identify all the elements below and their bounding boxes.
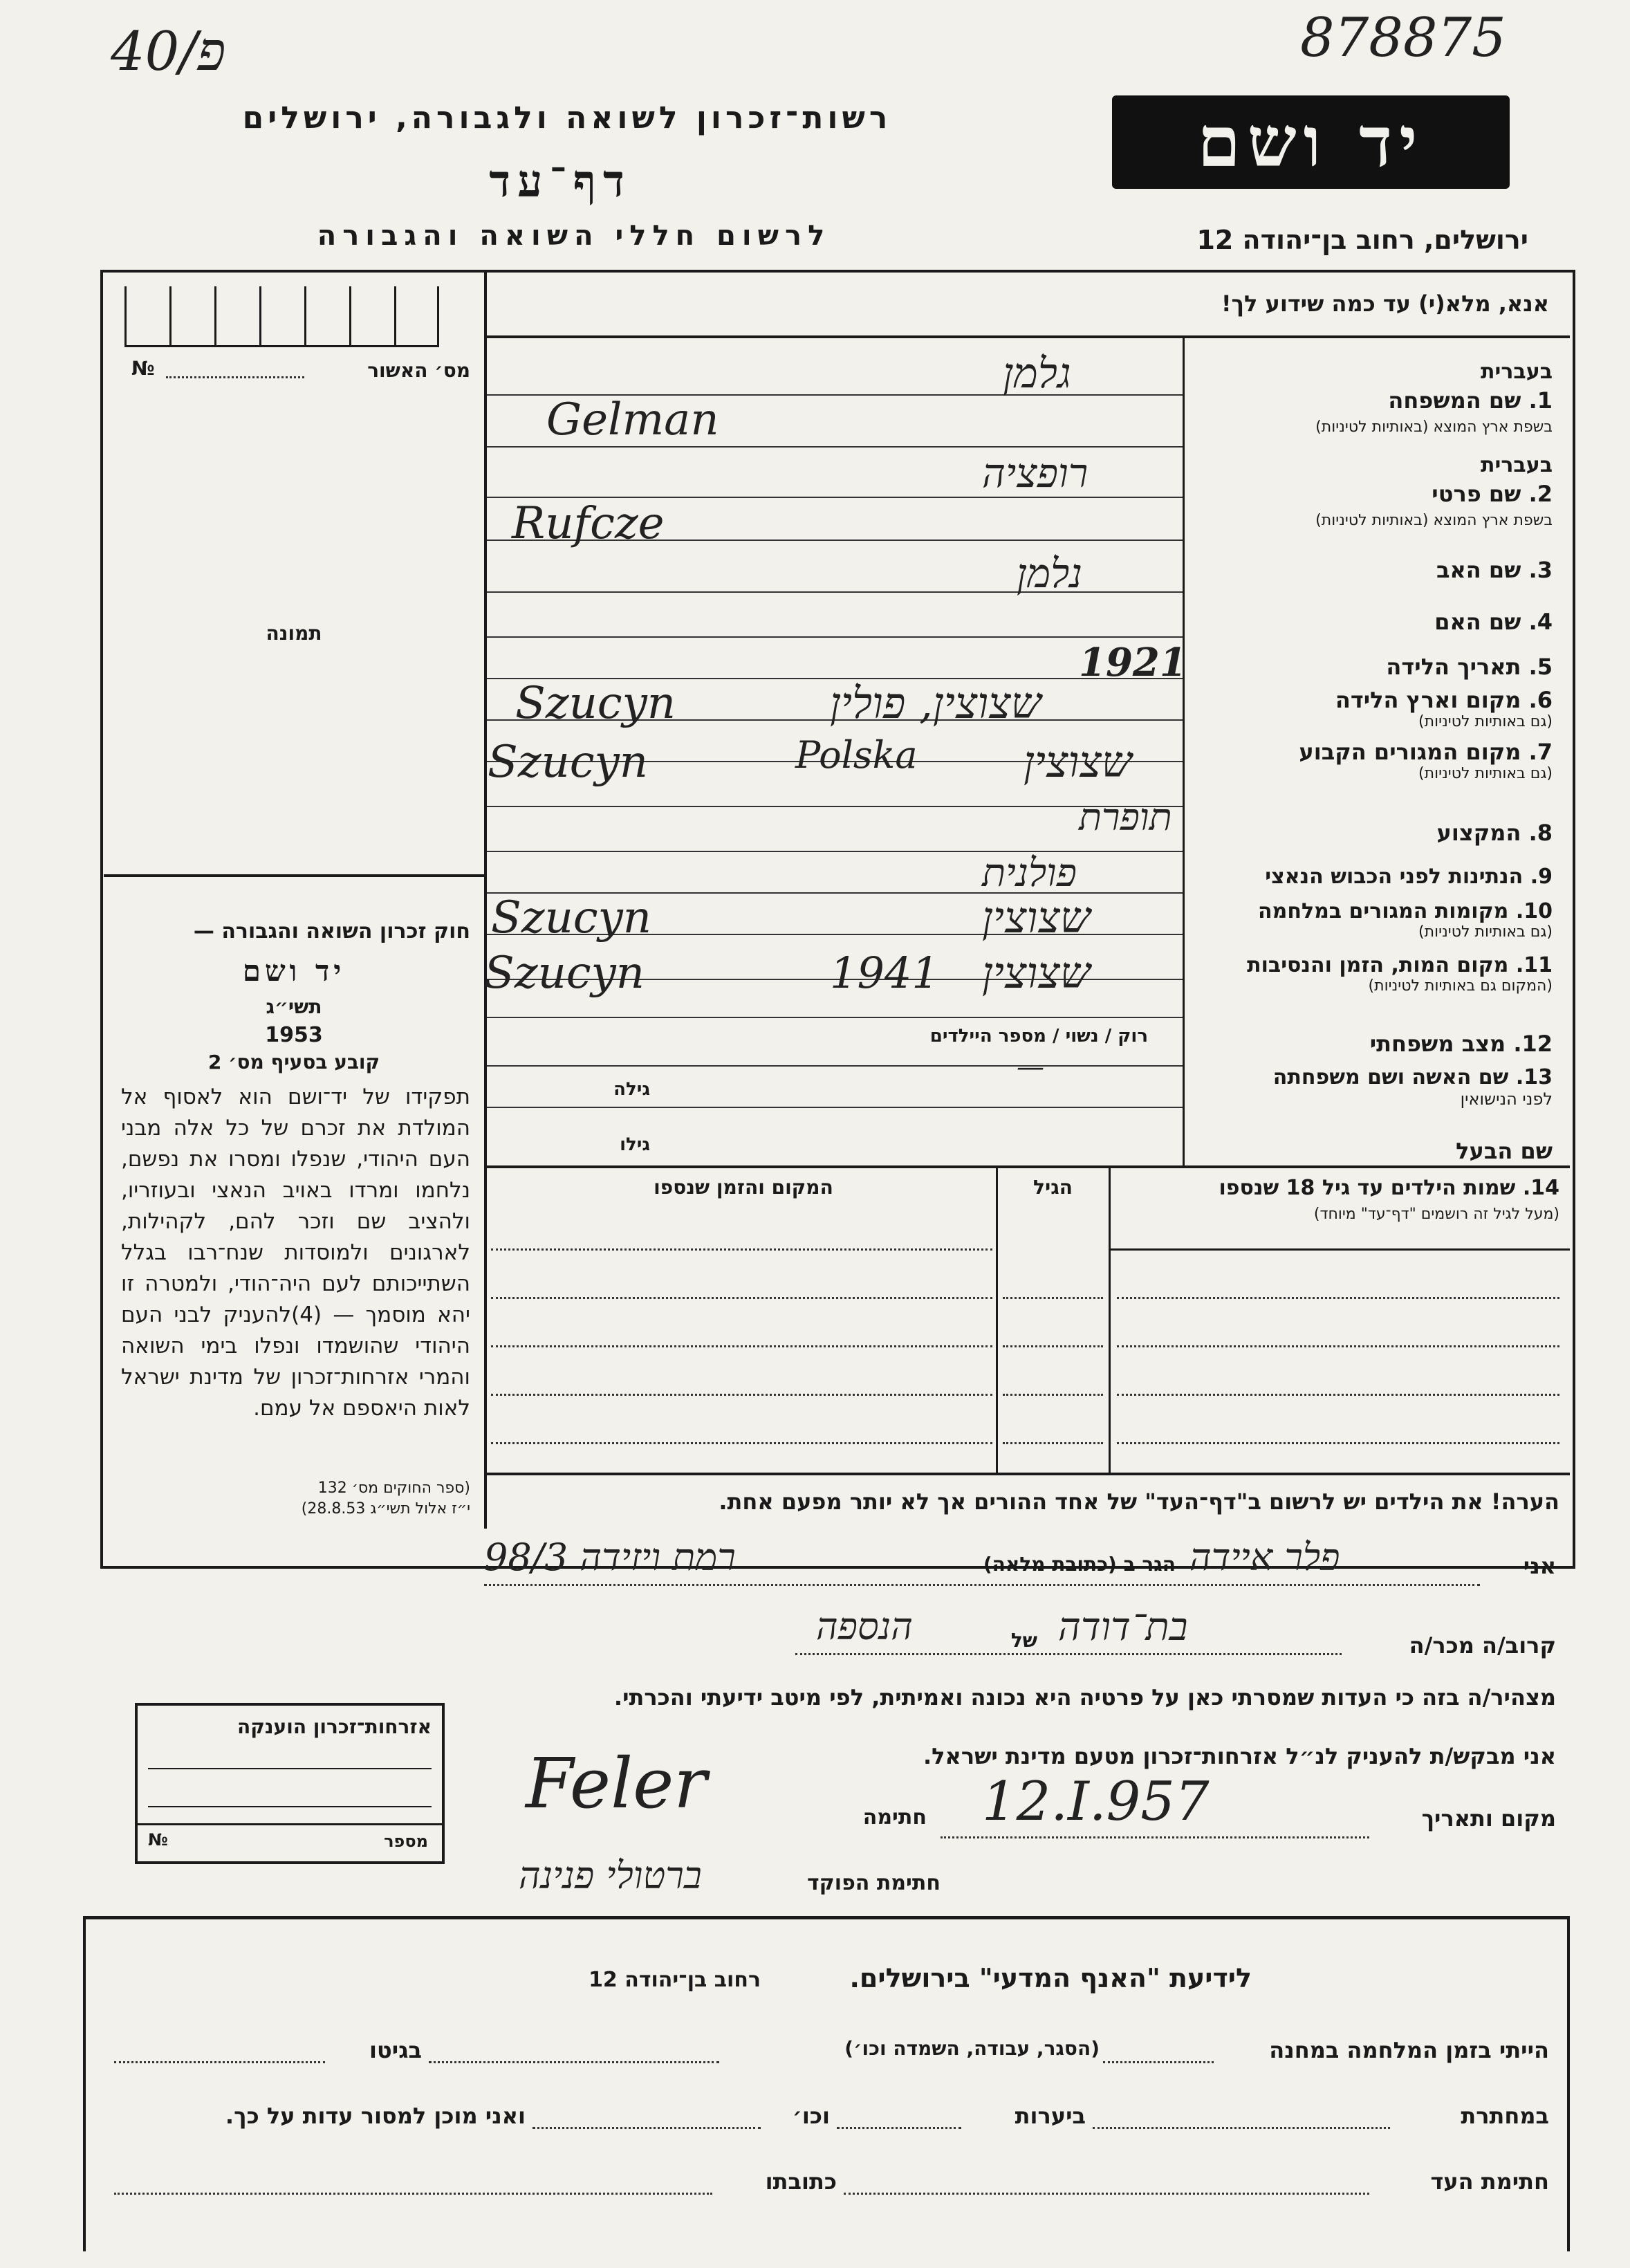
- marital-status-options: רוק / נשוי / מספר היילדים: [929, 1026, 1148, 1047]
- field-nationality: [1186, 865, 1553, 889]
- law-ref: (ספר החוקים מס׳ 132: [317, 1479, 470, 1497]
- field-6-label: מקום וארץ הלידה: [1335, 687, 1521, 713]
- address: ירושלים, רחוב בן־יהודה 12: [1196, 225, 1528, 255]
- field-wife-name: [1186, 1065, 1559, 1109]
- field-11-sub: (המקום גם באותיות לטיניות): [1368, 977, 1553, 995]
- field-2-num: 2.: [1528, 481, 1553, 507]
- field-4-num: 4.: [1528, 609, 1553, 635]
- info-line2-ready: ואני מוכן למסור עדות על כך.: [225, 2103, 526, 2129]
- witness-signature[interactable]: Feler: [526, 1743, 707, 1824]
- field-7-num: 7.: [1528, 739, 1553, 765]
- first-name-hebrew-value[interactable]: רופציה: [982, 450, 1089, 497]
- field-6-sub: (גם באותיות לטיניות): [1418, 713, 1553, 730]
- field-first-name: [1186, 453, 1559, 540]
- field-13-sub: לפני הנישואין: [1460, 1089, 1553, 1109]
- citizenship-number-label: מספר: [384, 1832, 428, 1851]
- children-note: הערה! את הילדים יש לרשום ב"דף־העד" של אחד ההורים אך לא יותר מפעם אחת.: [719, 1488, 1559, 1515]
- declaration-relative-label: קרוב/ה מכר/ה: [1409, 1632, 1556, 1659]
- field-10-sub: (גם באותיות לטיניות): [1418, 923, 1553, 941]
- approval-number-field[interactable]: [166, 376, 304, 378]
- info-line1-ghetto: בגיטו: [369, 2037, 422, 2063]
- field-family-name: [1186, 360, 1559, 446]
- law-year-heb: תשי״ג: [266, 995, 322, 1018]
- declaration-resides-label: הגר ב (כתובת מלאה): [983, 1553, 1176, 1576]
- form-title: דף־עד: [489, 156, 631, 208]
- field-13-num: 13.: [1515, 1065, 1553, 1089]
- info-address: רחוב בן־יהודה 12: [589, 1968, 761, 1992]
- husband-age-label: גילו: [620, 1134, 650, 1155]
- field-marital-status: [1186, 1031, 1553, 1057]
- officer-signature[interactable]: ברטולי פנינה: [519, 1854, 702, 1897]
- children-num: 14.: [1522, 1176, 1559, 1200]
- place-date-label: מקום ותאריך: [1421, 1805, 1556, 1832]
- field-father-name: [1186, 557, 1553, 583]
- children-header: [1113, 1176, 1559, 1223]
- field-mother-name: [1186, 609, 1553, 635]
- signature-label: חתימה: [862, 1805, 927, 1829]
- info-line3-witness-signature: חתימת העד: [1430, 2168, 1549, 2195]
- info-line1-types: (הסגר, עבודה, השמדה וכו׳): [844, 2037, 1100, 2060]
- field-1-label: שם המשפחה: [1388, 387, 1521, 414]
- declaration-of-label: של: [1010, 1629, 1037, 1652]
- nationality-value[interactable]: פולנית: [982, 851, 1077, 896]
- field-war-residence: [1186, 899, 1559, 941]
- birth-place-latin-value[interactable]: Szucyn: [515, 678, 676, 729]
- deceased-value[interactable]: הנספה: [816, 1605, 913, 1648]
- declaration-statement: מצהיר/ה בזה כי העדות שמסרתי כאן על פרטיה היא נכונה ואמיתית, לפי מיטב ידיעתי והכרתי.: [613, 1684, 1556, 1711]
- info-section-divider: [83, 1916, 1570, 1919]
- field-9-num: 9.: [1530, 865, 1553, 889]
- info-line2-forests: ביערות: [1015, 2103, 1086, 2129]
- approval-label: מס׳ האשור: [367, 359, 470, 382]
- info-line2-underground: במחתרת: [1461, 2103, 1549, 2129]
- place-date-value[interactable]: 12.I.957: [982, 1771, 1210, 1833]
- law-text: תפקידו של יד־ושם הוא לאסוף אל המולדת את זכרם של כל אלה מבני העם היהודי, שנפלו ומסרו את נפשם, נלחמו ומרדו באויב הנאצי ובעוזריו, ולהציב שם וזכר להם, לקהילות, לארגונים ולמוסדות שנח־רבו בגלל השתייכותם לעם היה־הודי, ולמטרה זו יהא מוסמך — (4)להעניק לבני העם היהודי שהושמדו ונפלו בימי השואה והמרי אזרחות־זכרון של מדינת ישראל לאות היאספם אל עמם.: [121, 1085, 470, 1421]
- children-sub: (מעל לגיל זה רושמים "דף־עד" מיוחד): [1313, 1206, 1559, 1223]
- field-2-sub2: בשפת ארץ המוצא (באותיות לטיניות): [1315, 512, 1553, 529]
- field-1-num: 1.: [1528, 387, 1553, 414]
- field-12-num: 12.: [1513, 1031, 1553, 1057]
- info-line2-etc: וכו׳: [792, 2103, 830, 2129]
- photo-label: תמונה: [266, 622, 322, 645]
- field-12-label: מצב משפחתי: [1369, 1031, 1506, 1057]
- law-name: יד ושם: [242, 954, 346, 988]
- field-residence: [1186, 739, 1559, 782]
- field-birth-place: [1186, 687, 1559, 730]
- field-8-num: 8.: [1528, 820, 1553, 846]
- field-13-label: שם האשה ושם משפחתה: [1272, 1065, 1509, 1089]
- children-age-header: הגיל: [1033, 1176, 1073, 1199]
- family-name-latin-value[interactable]: Gelman: [546, 394, 719, 445]
- logo-text: יד ושם: [1197, 101, 1425, 183]
- birth-date-value[interactable]: 1921: [1079, 640, 1187, 685]
- file-mark: 40/פ: [111, 21, 226, 83]
- relation-value[interactable]: בת־דודה: [1058, 1605, 1188, 1650]
- field-husband-name: שם הבעל: [1456, 1138, 1553, 1164]
- field-6-num: 6.: [1528, 687, 1553, 713]
- war-residence-hebrew-value[interactable]: שצוצין: [982, 892, 1091, 943]
- first-name-latin-value[interactable]: Rufcze: [512, 498, 665, 549]
- law-title: חוק זכרון השואה והגבורה —: [193, 919, 470, 943]
- residence-hebrew-value[interactable]: שצוצין: [1024, 737, 1132, 787]
- field-5-label: תאריך הלידה: [1386, 654, 1521, 680]
- field-2-sub1: בעברית: [1481, 453, 1553, 477]
- witness-address-value[interactable]: רמת ויזידה 98/3: [484, 1536, 736, 1579]
- instruction: אנא, מלא(י) עד כמה שידוע לך!: [1221, 291, 1549, 317]
- field-8-label: המקצוע: [1436, 820, 1521, 846]
- form-subtitle: לרשום חללי השואה והגבורה: [317, 220, 831, 252]
- birth-place-hebrew-value[interactable]: שצוצין, פולין: [830, 678, 1041, 728]
- declaration-request: אני מבקש/ת להעניק לנ״ל אזרחות־זכרון מטעם מדינת ישראל.: [923, 1743, 1556, 1769]
- wife-name-value[interactable]: —: [1017, 1051, 1044, 1083]
- officer-label: חתימת הפוקד: [807, 1871, 941, 1895]
- father-name-value[interactable]: נלמן: [1017, 550, 1083, 597]
- citizenship-box: [135, 1703, 445, 1864]
- field-birth-date: [1186, 654, 1553, 680]
- field-3-num: 3.: [1528, 557, 1553, 583]
- field-11-num: 11.: [1515, 953, 1553, 977]
- info-line3-address: כתובתו: [765, 2168, 837, 2195]
- citizenship-no-mark: №: [148, 1830, 168, 1850]
- field-1-sub2: בשפת ארץ המוצא (באותיות לטיניות): [1315, 418, 1553, 436]
- approval-boxes: [124, 286, 439, 347]
- death-place-hebrew-value[interactable]: שצוצין: [982, 948, 1091, 998]
- field-4-label: שם האם: [1434, 609, 1521, 635]
- law-box-top: [104, 874, 484, 877]
- field-11-label: מקום המות, הזמן והנסיבות: [1247, 953, 1509, 977]
- residence-latin-value[interactable]: Szucyn: [488, 737, 648, 788]
- law-section: קובע בסעיף מס׳ 2: [207, 1051, 380, 1073]
- field-10-label: מקומות המגורים במלחמה: [1258, 899, 1509, 923]
- left-panel: [104, 273, 484, 1528]
- label-column-divider: [1183, 338, 1185, 1168]
- info-line1-camp: הייתי בזמן המלחמה במחנה: [1269, 2037, 1549, 2063]
- wife-age-label: גילה: [613, 1079, 650, 1100]
- children-label: שמות הילדים עד גיל 18 שנספו: [1219, 1176, 1516, 1200]
- archive-number: 878875: [1300, 7, 1506, 69]
- children-place-header: המקום והזמן שנספו: [654, 1176, 833, 1199]
- field-7-label: מקום המגורים הקבוע: [1299, 739, 1521, 765]
- yad-vashem-logo: [1112, 95, 1510, 189]
- field-2-label: שם פרטי: [1432, 481, 1521, 507]
- law-ref-date: י״ז אלול תשי״ג 28.8.53): [301, 1500, 470, 1518]
- approval-no-mark: №: [131, 357, 155, 380]
- family-name-hebrew-value[interactable]: גלמן: [1003, 349, 1071, 398]
- left-panel-divider: [484, 270, 487, 1529]
- info-title: לידיעת "האנף המדעי" בירושלים.: [849, 1963, 1252, 1993]
- field-3-label: שם האב: [1436, 557, 1521, 583]
- death-place-latin-value[interactable]: Szucyn: [484, 948, 645, 999]
- war-residence-latin-value[interactable]: Szucyn: [491, 892, 651, 943]
- field-death-place: [1186, 953, 1559, 995]
- field-10-num: 10.: [1515, 899, 1553, 923]
- field-7-sub: (גם באותיות לטיניות): [1418, 765, 1553, 782]
- witness-name-value[interactable]: פלר איידה: [1189, 1536, 1340, 1579]
- residence-country-value[interactable]: Polska: [795, 733, 918, 777]
- field-profession: [1186, 820, 1553, 846]
- authority-name: רשות־זכרון לשואה ולגבורה, ירושלים: [242, 100, 892, 136]
- field-5-num: 5.: [1528, 654, 1553, 680]
- death-year-value[interactable]: 1941: [830, 948, 939, 998]
- instruction-divider: [487, 335, 1570, 338]
- citizenship-box-title: אזרחות־זכרון הוענקה: [237, 1715, 432, 1738]
- field-9-label: הנתינות לפני הכבוש הנאצי: [1265, 865, 1524, 889]
- declaration-ani-label: אני: [1523, 1553, 1556, 1579]
- law-year: 1953: [265, 1023, 323, 1047]
- field-1-sub1: בעברית: [1481, 360, 1553, 384]
- profession-value[interactable]: תופרת: [1079, 795, 1172, 839]
